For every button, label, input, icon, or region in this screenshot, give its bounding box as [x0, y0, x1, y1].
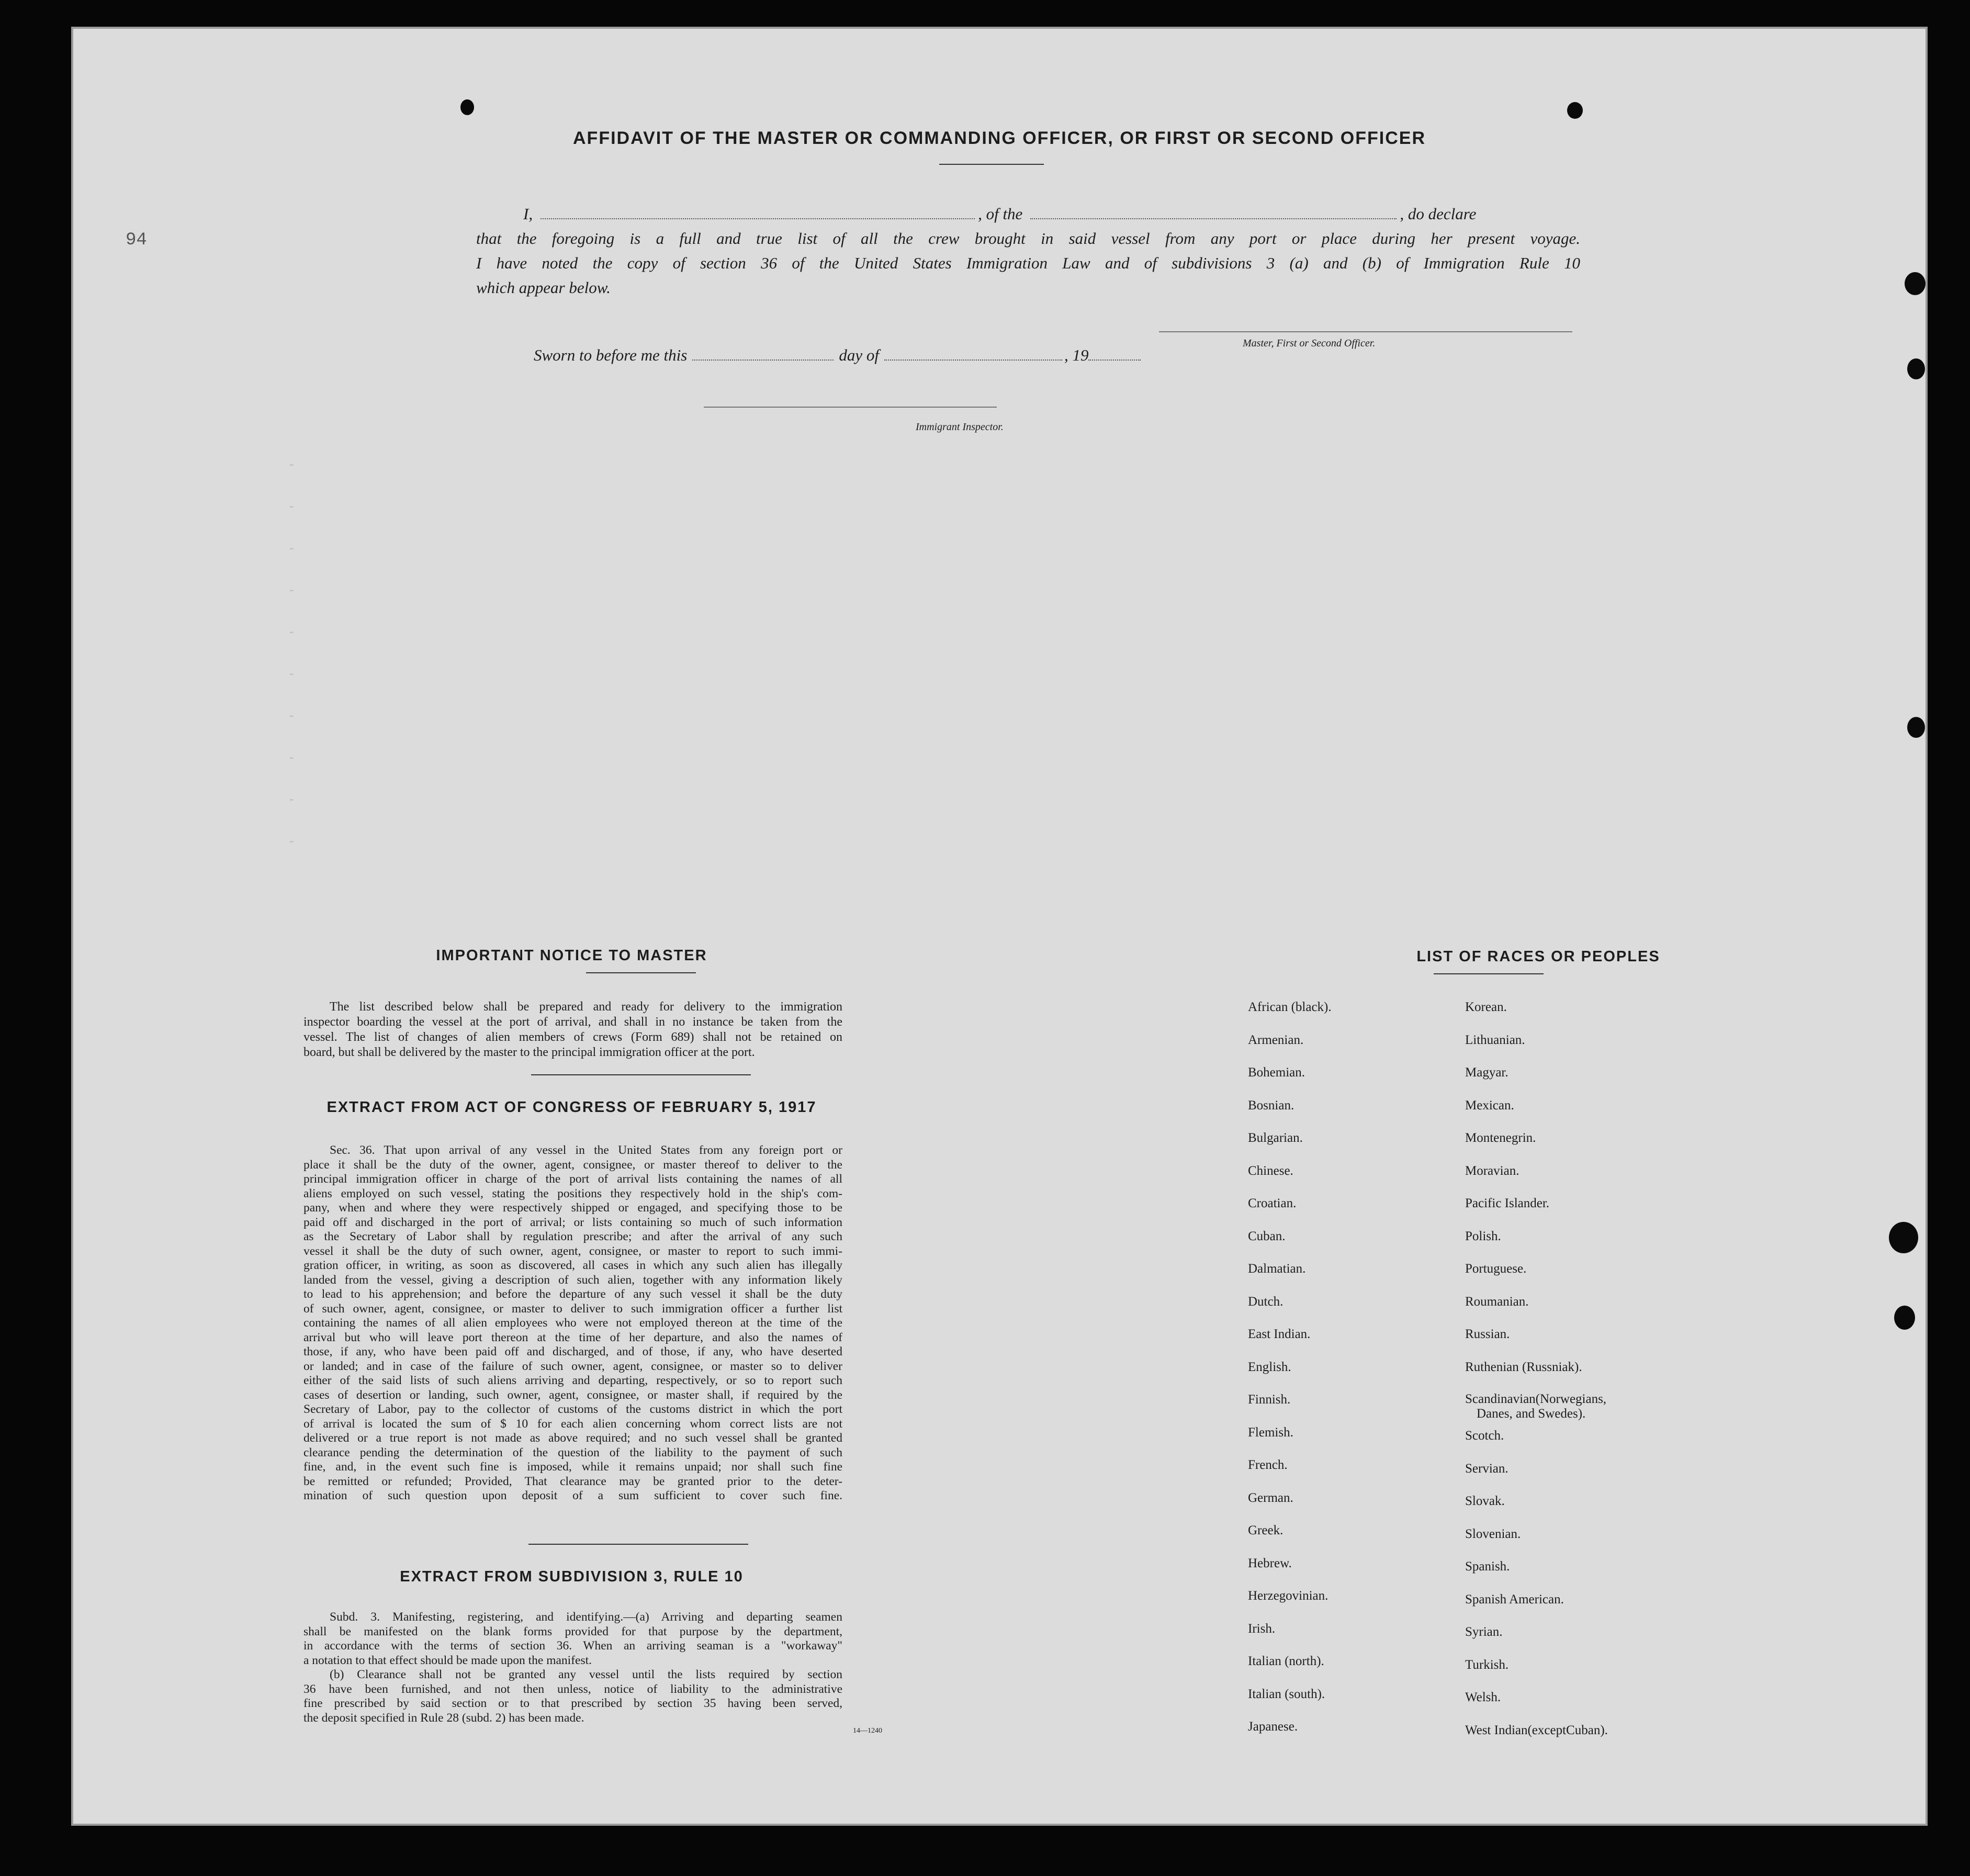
act-line: containing the names of all alien employees who were not employed thereon at the time of the [303, 1316, 842, 1330]
race-item: Hebrew. [1248, 1556, 1292, 1570]
race-item: East Indian. [1248, 1327, 1311, 1341]
declaration-do-declare: , do declare [1400, 205, 1477, 223]
act-line: Sec. 36. That upon arrival of any vessel in the United States from any foreign port or [330, 1143, 842, 1157]
rule-title: EXTRACT FROM SUBDIVISION 3, RULE 10 [400, 1568, 744, 1585]
sworn-month-field[interactable] [884, 344, 1062, 361]
act-line: arrival but who will leave port thereon at the time of her departure, and also the names of [303, 1330, 842, 1344]
sworn-year-prefix: , 19 [1064, 346, 1089, 364]
race-item: English. [1248, 1360, 1291, 1374]
act-line: vessel it shall be the duty of such owner, agent, consignee, or master to report to such immi- [303, 1244, 842, 1258]
race-item: Syrian. [1465, 1625, 1503, 1639]
rule-line: (b) Clearance shall not be granted any vessel until the lists required by section [330, 1668, 842, 1681]
race-item: Montenegrin. [1465, 1131, 1536, 1145]
rule-line: fine prescribed by said section or to that prescribed by section 35 having been served, [303, 1697, 842, 1710]
act-line: pany, when and where they were respectively shipped or engaged, and specifying those to be [303, 1201, 842, 1215]
race-item: Spanish American. [1465, 1592, 1564, 1607]
race-item: African (black). [1248, 1000, 1332, 1014]
act-line: to lead to his apprehension; and before the departure of any such vessel it shall be the duty [303, 1287, 842, 1301]
races-column-2 [1465, 999, 1608, 1755]
declaration-line-3: I have noted the copy of section 36 of the United States Immigration Law and of subdivisions 3 (a) and (b) of Immigration Rule 10 [476, 254, 1580, 272]
notice-title: IMPORTANT NOTICE TO MASTER [436, 947, 707, 964]
act-line: place it shall be the duty of the owner, agent, consignee, or master thereof to deliver to the [303, 1158, 842, 1172]
race-item: Armenian. [1248, 1032, 1304, 1047]
vessel-name-field[interactable] [1030, 203, 1397, 219]
race-item: Greek. [1248, 1523, 1284, 1537]
race-item: Welsh. [1465, 1690, 1501, 1704]
race-item: Dutch. [1248, 1294, 1284, 1309]
races-title-rule [1434, 973, 1544, 974]
race-item: French. [1248, 1458, 1288, 1472]
sworn-day-of: day of [839, 346, 879, 364]
race-item: West Indian(exceptCuban). [1465, 1723, 1608, 1737]
punch-hole [1567, 102, 1583, 119]
race-item: Moravian. [1465, 1163, 1519, 1178]
races-title: LIST OF RACES OR PEOPLES [1416, 948, 1660, 965]
race-item: Flemish. [1248, 1425, 1293, 1440]
act-line: paid off and discharged in the port of arrival; or lists containing so much of such information [303, 1215, 842, 1229]
race-item: Slovak. [1465, 1494, 1505, 1508]
race-item: Pacific Islander. [1465, 1196, 1550, 1210]
notice-line: inspector boarding the vessel at the port of arrival, and shall in no instance be taken from the [303, 1015, 842, 1029]
act-line: or landed; and in case of the failure of such owner, agent, consignee, or master so to deliver [303, 1359, 842, 1373]
race-item: Dalmatian. [1248, 1262, 1306, 1276]
notice-body [303, 999, 842, 1060]
master-signature-label: Master, First or Second Officer. [1243, 338, 1376, 349]
act-title: EXTRACT FROM ACT OF CONGRESS OF FEBRUARY 5, 1917 [327, 1099, 817, 1116]
act-line: Secretary of Labor, pay to the collector of customs of the customs district in which the port [303, 1402, 842, 1416]
punch-hole [1907, 717, 1925, 738]
race-item: Cuban. [1248, 1229, 1286, 1243]
notice-line: vessel. The list of changes of alien members of crews (Form 689) shall not be retained on [303, 1030, 842, 1044]
act-line: be remitted or refunded; Provided, That clearance may be granted prior to the deter- [303, 1474, 842, 1488]
inspector-signature-line[interactable] [704, 407, 997, 408]
race-item: Italian (south). [1248, 1687, 1325, 1701]
race-item: Herzegovinian. [1248, 1589, 1329, 1603]
sworn-text: Sworn to before me this [534, 346, 688, 364]
officer-name-field[interactable] [541, 203, 975, 219]
bleed-through-marks: - - - - - - - - - - [288, 458, 296, 849]
act-line: gration officer, in writing, as soon as discovered, all cases in which any such alien has illegally [303, 1259, 842, 1272]
punch-hole [1905, 272, 1926, 295]
race-item: Ruthenian (Russniak). [1465, 1360, 1582, 1374]
affidavit-title: AFFIDAVIT OF THE MASTER OR COMMANDING OFFICER, OR FIRST OR SECOND OFFICER [573, 128, 1426, 148]
race-item: Slovenian. [1465, 1526, 1521, 1541]
notice-divider [531, 1074, 751, 1075]
act-line: mination of such question upon deposit of a sum sufficient to cover such fine. [303, 1489, 842, 1502]
sworn-day-field[interactable] [692, 344, 834, 361]
act-line: of arrival is located the sum of $ 10 for each alien concerning whom correct lists are not [303, 1417, 842, 1431]
affidavit-declaration [476, 201, 1580, 300]
punch-hole [1907, 358, 1925, 379]
race-item: Roumanian. [1465, 1294, 1529, 1309]
act-line: of such owner, agent, consignee, or master to deliver to such immigration officer a further list [303, 1301, 842, 1316]
act-divider [528, 1544, 748, 1545]
race-item: Finnish. [1248, 1392, 1291, 1407]
race-item: Scotch. [1465, 1429, 1504, 1443]
rule-line: a notation to that effect should be made upon the manifest. [303, 1653, 592, 1667]
race-item: Mexican. [1465, 1098, 1514, 1113]
act-line: delivered or a true report is not made as above required; and no such vessel shall be granted [303, 1431, 842, 1445]
race-item: Bulgarian. [1248, 1131, 1303, 1145]
race-item: Servian. [1465, 1461, 1509, 1476]
act-line: cases of desertion or landing, such owner, agent, consignee, or master shall, if required by the [303, 1388, 842, 1402]
form-page [73, 29, 1926, 1824]
rule-line: in accordance with the terms of section 36. When an arriving seaman is a "workaway" [303, 1639, 842, 1653]
rule-line: Subd. 3. Manifesting, registering, and identifying.—(a) Arriving and departing seamen [330, 1610, 842, 1624]
race-item-line: Danes, and Swedes). [1477, 1407, 1586, 1421]
form-number: 14—1240 [853, 1727, 882, 1735]
race-item: Korean. [1465, 1000, 1507, 1014]
race-item: Bohemian. [1248, 1065, 1305, 1080]
act-line: principal immigration officer in charge of the port of arrival lists containing the names of all [303, 1172, 842, 1186]
race-item: Croatian. [1248, 1196, 1297, 1210]
race-item: Irish. [1248, 1621, 1276, 1636]
act-line: as the Secretary of Labor shall by regulation prescribe; and after the arrival of any such [303, 1230, 842, 1243]
race-item: Bosnian. [1248, 1098, 1294, 1113]
race-item: Spanish. [1465, 1559, 1510, 1574]
rule-body [303, 1610, 842, 1725]
declaration-line-2: that the foregoing is a full and true list of all the crew brought in said vessel from any port or place during her present voyage. [476, 229, 1580, 248]
race-item: Russian. [1465, 1327, 1510, 1341]
declaration-of-the: , of the [978, 205, 1023, 223]
declaration-line-1 [476, 201, 1580, 226]
race-item-scandinavian [1465, 1392, 1608, 1428]
race-item: Italian (north). [1248, 1654, 1324, 1668]
affidavit-title-rule [939, 164, 1044, 165]
notice-title-rule [586, 972, 696, 973]
sworn-line [534, 343, 1214, 367]
race-item: Polish. [1465, 1229, 1501, 1243]
notice-line: board, but shall be delivered by the master to the principal immigration officer at the port. [303, 1046, 755, 1059]
race-item-line: Scandinavian(Norwegians, [1465, 1392, 1607, 1406]
races-column-1 [1248, 999, 1332, 1752]
rule-line: the deposit specified in Rule 28 (subd. 2) has been made. [303, 1711, 584, 1725]
act-line: landed from the vessel, giving a description of such alien, together with any information likely [303, 1273, 842, 1287]
act-line: clearance pending the determination of the question of the liability to the payment of such [303, 1445, 842, 1459]
race-item: Lithuanian. [1465, 1032, 1525, 1047]
punch-hole [460, 99, 474, 115]
race-item: Turkish. [1465, 1657, 1509, 1672]
act-line: aliens employed on such vessel, stating the positions they respectively hold in the ship's com- [303, 1186, 842, 1200]
declaration-line-4: which appear below. [476, 278, 611, 297]
declaration-i: I, [523, 205, 533, 223]
punch-hole [1894, 1306, 1915, 1330]
margin-mark: 94 [126, 230, 147, 250]
rule-line: shall be manifested on the blank forms provided for that purpose by the department, [303, 1624, 842, 1638]
punch-hole [1889, 1222, 1918, 1253]
act-line: either of the said lists of such aliens arriving and departing, respectively, or so to report such [303, 1374, 842, 1387]
race-item: Portuguese. [1465, 1262, 1527, 1276]
race-item: Magyar. [1465, 1065, 1509, 1080]
act-line: fine, and, in the event such fine is imposed, while it remains unpaid; nor shall such fine [303, 1460, 842, 1474]
race-item: German. [1248, 1490, 1293, 1505]
act-body [303, 1143, 842, 1503]
sworn-year-field[interactable] [1088, 344, 1141, 361]
notice-line: The list described below shall be prepared and ready for delivery to the immigration [330, 1000, 842, 1014]
race-item: Chinese. [1248, 1163, 1293, 1178]
master-signature-line[interactable] [1159, 331, 1572, 332]
inspector-signature-label: Immigrant Inspector. [916, 421, 1004, 433]
race-item: Japanese. [1248, 1720, 1298, 1734]
rule-line: 36 have been furnished, and not then unless, notice of liability to the administrative [303, 1682, 842, 1696]
act-line: those, if any, who have been paid off and discharged, and of those, if any, who have deserted [303, 1345, 842, 1358]
